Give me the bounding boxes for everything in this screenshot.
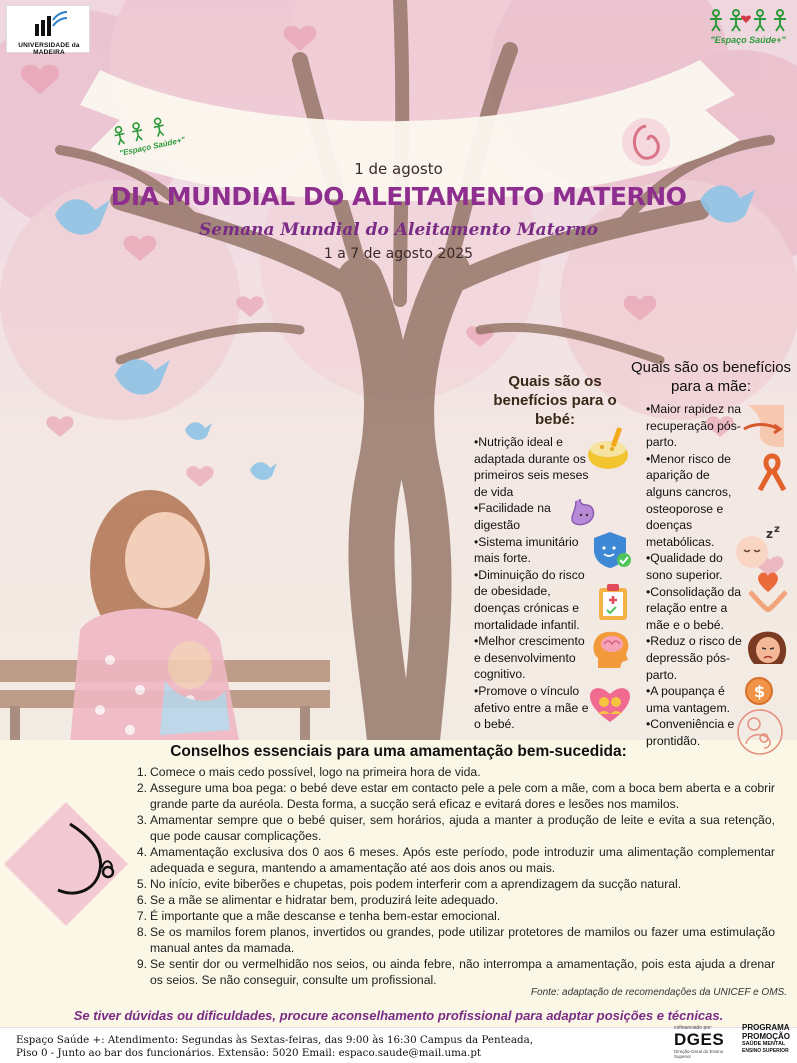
- list-item: •Menor risco de aparição de alguns cancros, osteoporose e doenças metabólicas.: [646, 451, 732, 549]
- list-item: [130, 908, 775, 924]
- list-item: •A poupança é uma vantagem.: [646, 684, 731, 715]
- tip-text: Se os mamilos forem planos, invertidos ou grandes, pode utilizar protetores de mamilos ou fazer uma estimulação manual antes da mamada.: [150, 925, 775, 955]
- dges-full-name: Direção-Geral do Ensino Superior: [674, 1049, 724, 1059]
- list-item: •Melhor crescimento e desenvolvimento cognitivo.: [474, 634, 585, 682]
- source-note: Fonte: adaptação de recomendações da UNICEF e OMS.: [530, 987, 787, 998]
- list-item: [130, 924, 775, 956]
- tip-text: No início, evite biberões e chupetas, pois podem interferir com a aprendizagem da sucção natural.: [150, 877, 682, 891]
- list-item: [130, 844, 775, 876]
- dges-caption: cofinanciado por:: [674, 1025, 713, 1031]
- tip-number: 9.: [136, 957, 147, 971]
- tip-text: Comece o mais cedo possível, logo na primeira hora de vida.: [150, 765, 481, 779]
- programa-line: SAÚDE MENTAL: [742, 1041, 786, 1047]
- uma-logo-text: UNIVERSIDADE da MADEIRA: [18, 42, 80, 56]
- list-item: •Conveniência e prontidão.: [646, 717, 735, 748]
- tip-text: Se a mãe se alimentar e hidratar bem, produzirá leite adequado.: [150, 893, 499, 907]
- page-title: DIA MUNDIAL DO ALEITAMENTO MATERNO: [110, 182, 687, 211]
- sleep-icon: [726, 522, 792, 570]
- tips-list: [130, 764, 775, 988]
- list-item: [130, 892, 775, 908]
- programa-line: PROMOÇÃO: [742, 1031, 790, 1041]
- stomach-icon: [568, 497, 598, 527]
- list-item: •Reduz o risco de depressão pós-parto.: [646, 634, 742, 682]
- programa-line: ENSINO SUPERIOR: [742, 1048, 789, 1054]
- breast-outline-icon: [0, 798, 132, 930]
- tip-number: 5.: [136, 877, 147, 891]
- call-to-action: Se tiver dúvidas ou dificuldades, procure aconselhamento profissional para adaptar posições e técnicas.: [73, 1008, 724, 1023]
- contact-line-1: Espaço Saúde +: Atendimento: Segundas às Sextas-feiras, das 9:00 às 16:30 Campus da Penteada,: [16, 1034, 534, 1046]
- brain-head-icon: [590, 628, 632, 672]
- baby-benefits-heading: Quais são os benefícios para o bebé:: [493, 373, 617, 428]
- sad-woman-icon: [742, 628, 794, 668]
- espaco-saude-logo-text: "Espaço Saúde+": [710, 35, 786, 45]
- list-item: •Diminuição do risco de obesidade, doenças crónicas e mortalidade infantil.: [474, 567, 585, 632]
- svg-text:$: $: [754, 682, 766, 701]
- espaco-saude-logo: [706, 5, 790, 49]
- clipboard-icon: [596, 582, 630, 622]
- list-item: •Nutrição ideal e adaptada durante os primeiros seis meses de vida: [474, 435, 589, 499]
- list-item: [130, 780, 775, 812]
- family-heart-icon: [588, 684, 632, 724]
- list-item: •Maior rapidez na recuperação pós-parto.: [646, 402, 742, 450]
- dges-name: DGES: [674, 1030, 725, 1049]
- tip-number: 2.: [136, 781, 147, 795]
- list-item: •Facilidade na digestão: [474, 501, 551, 532]
- list-item: •Promove o vínculo afetivo entre a mãe e o bebé.: [474, 683, 589, 732]
- coin-savings-icon: [744, 676, 774, 706]
- list-item: [130, 956, 775, 988]
- event-date: 1 de agosto: [354, 160, 443, 178]
- list-item: •Qualidade do sono superior.: [646, 551, 723, 582]
- list-item: [130, 764, 775, 780]
- tip-text: É importante que a mãe descanse e tenha bem-estar emocional.: [150, 909, 501, 923]
- list-item: •Consolidação da relação entre a mãe e o bebé.: [646, 584, 742, 632]
- hands-heart-icon: [748, 568, 788, 612]
- tips-title: Conselhos essenciais para uma amamentação bem-sucedida:: [170, 743, 627, 760]
- tip-number: 6.: [136, 893, 147, 907]
- event-date-range: 1 a 7 de agosto 2025: [323, 246, 474, 262]
- tip-number: 7.: [136, 909, 147, 923]
- uma-mark-icon: [33, 10, 67, 38]
- contact-info: [16, 1034, 533, 1060]
- mini-logo-text: "Espaço Saúde+": [118, 135, 186, 158]
- contact-line-2: Piso 0 - Junto ao bar dos funcionários. Extensão: 5020 Email: espaco.saude@mail.uma.pt: [16, 1047, 482, 1059]
- list-item: [130, 812, 775, 844]
- tip-number: 8.: [136, 925, 147, 939]
- tip-number: 4.: [136, 845, 147, 859]
- list-item: [130, 876, 775, 892]
- uma-logo: [6, 5, 90, 56]
- people-figures-icon: [706, 7, 790, 33]
- cancer-ribbon-icon: [756, 452, 788, 492]
- tip-text: Assegure uma boa pega: o bebé deve estar em contacto pele a pele com a mãe, com a boca bem aberta e a cobrir grande parte da auréola. Desta forma, a sucção será eficaz e evitará dores e lesões nos mamilos.: [150, 781, 775, 811]
- immune-shield-icon: [592, 530, 632, 570]
- page-subtitle: Semana Mundial do Aleitamento Materno: [198, 220, 599, 240]
- list-item: •Sistema imunitário mais forte.: [474, 534, 579, 566]
- dges-logo: [674, 1025, 736, 1061]
- tip-text: Amamentação exclusiva dos 0 aos 6 meses. Após este período, pode introduzir uma alimentação complementar adequada e segura, mantendo a amamentação até aos dois anos ou mais.: [150, 845, 775, 875]
- programa-line: PROGRAMA: [742, 1023, 790, 1032]
- tip-text: Amamentar sempre que o bebé quiser, sem horários, ajuda a manter a produção de leite e evita a sua retenção, que pode causar complicações.: [150, 813, 775, 843]
- tip-number: 3.: [136, 813, 147, 827]
- tip-number: 1.: [136, 765, 147, 779]
- svg-text:z: z: [774, 524, 780, 535]
- food-bowl-icon: [584, 425, 632, 471]
- svg-text:z: z: [766, 527, 773, 541]
- postpartum-belly-icon: [738, 403, 788, 449]
- programa-logo: [742, 1024, 796, 1062]
- mom-benefits-heading: Quais são os benefícios para a mãe:: [630, 359, 792, 395]
- tip-text: Se sentir dor ou vermelhidão nos seios, ou ainda febre, não interrompa a amamentação, pois esta ajuda a drenar os seios. Se não conseguir, consulte um profissional.: [150, 957, 775, 987]
